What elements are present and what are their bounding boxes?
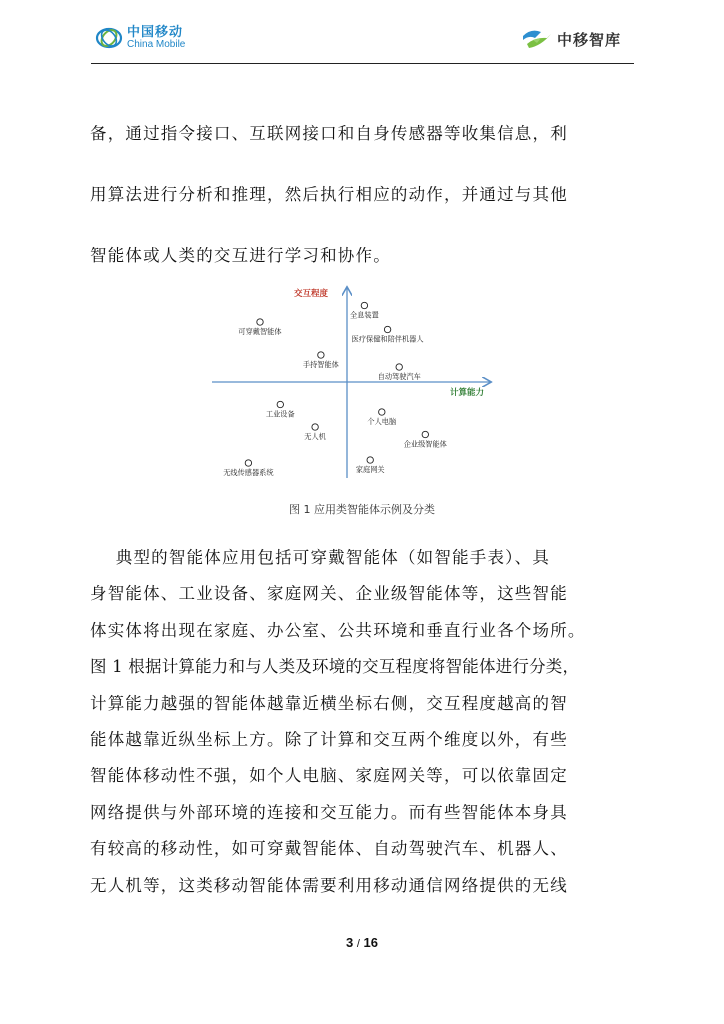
point-marker [318,352,324,358]
point-label: 个人电脑 [367,417,397,426]
point-marker [245,460,251,466]
point-label: 手持智能体 [302,360,339,369]
point-label: 家庭网关 [355,465,385,474]
figure-point [367,409,396,426]
quadrant-chart [200,282,500,482]
figure-point [352,326,424,343]
text-line: 智能体移动性不强，如个人电脑、家庭网关等，可以依靠固定 [90,766,568,786]
intro-paragraph [90,103,635,286]
text-line: 图 1 根据计算能力和与人类及环境的交互程度将智能体进行分类， [90,657,580,677]
point-label: 全息装置 [350,310,379,320]
point-marker [396,364,402,370]
point-marker [422,431,428,437]
zhongyi-think-tank-logo [521,26,621,52]
point-marker [367,457,373,463]
text-line: 无人机等，这类移动智能体需要利用移动通信网络提供的无线 [90,875,568,895]
figure-point [303,352,339,369]
point-label: 企业级智能体 [403,439,447,449]
page-number [0,935,724,950]
point-marker [361,302,367,308]
point-marker [257,319,263,325]
figure-point [356,457,385,474]
text-line: 智能体或人类的交互进行学习和协作。 [90,246,391,265]
point-marker [379,409,385,415]
text-line: 典型的智能体应用包括可穿戴智能体（如智能手表）、具 [90,548,551,567]
figure-point [223,460,274,477]
y-axis-label: 交互程度 [294,289,329,299]
china-mobile-logo-cn: 中国移动 [127,25,184,40]
zhongyi-logo-text: 中移智库 [557,30,622,49]
figure-caption: 图 1 应用类智能体示例及分类 [289,503,435,516]
body-paragraph [90,540,635,904]
text-line: 身智能体、工业设备、家庭网关、企业级智能体等，这些智能 [90,584,568,604]
point-marker [312,424,318,430]
china-mobile-logo [95,26,185,50]
page-header [0,0,724,68]
text-line: 能体越靠近纵坐标上方。除了计算和交互两个维度以外，有些 [90,729,568,749]
agent-classification-figure [200,282,500,482]
figure-point [304,424,326,441]
point-label: 可穿戴智能体 [238,327,282,336]
figure-point [404,431,447,448]
figure-point [378,364,421,381]
figure-point [350,302,379,319]
text-line: 用算法进行分析和推理，然后执行相应的动作，并通过与其他 [90,185,568,204]
point-label: 无人机 [304,432,326,441]
text-line: 网络提供与外部环境的连接和交互能力。而有些智能体本身具 [90,802,568,822]
x-axis-label: 计算能力 [450,388,485,398]
page-separator: / [356,938,360,950]
figure-point [238,319,281,336]
header-divider [91,63,634,64]
figure-point [266,401,296,418]
text-line: 体实体将出现在家庭、办公室、公共环境和垂直行业各个场所。 [90,620,586,640]
text-line: 有较高的移动性，如可穿戴智能体、自动驾驶汽车、机器人、 [90,839,568,859]
china-mobile-logo-icon [95,26,123,50]
point-label: 工业设备 [265,409,295,419]
text-line: 备，通过指令接口、互联网接口和自身传感器等收集信息，利 [90,124,568,143]
point-marker [384,326,390,332]
text-line: 计算能力越强的智能体越靠近横坐标右侧，交互程度越高的智 [90,693,568,713]
total-pages: 16 [363,935,378,950]
point-label: 无线传感器系统 [223,468,274,477]
china-mobile-logo-en: China Mobile [127,39,186,50]
point-marker [277,401,283,407]
zhongyi-logo-icon [521,26,553,52]
point-label: 自动驾驶汽车 [377,372,421,381]
point-label: 医疗保健和陪伴机器人 [351,334,424,344]
current-page: 3 [345,935,354,950]
